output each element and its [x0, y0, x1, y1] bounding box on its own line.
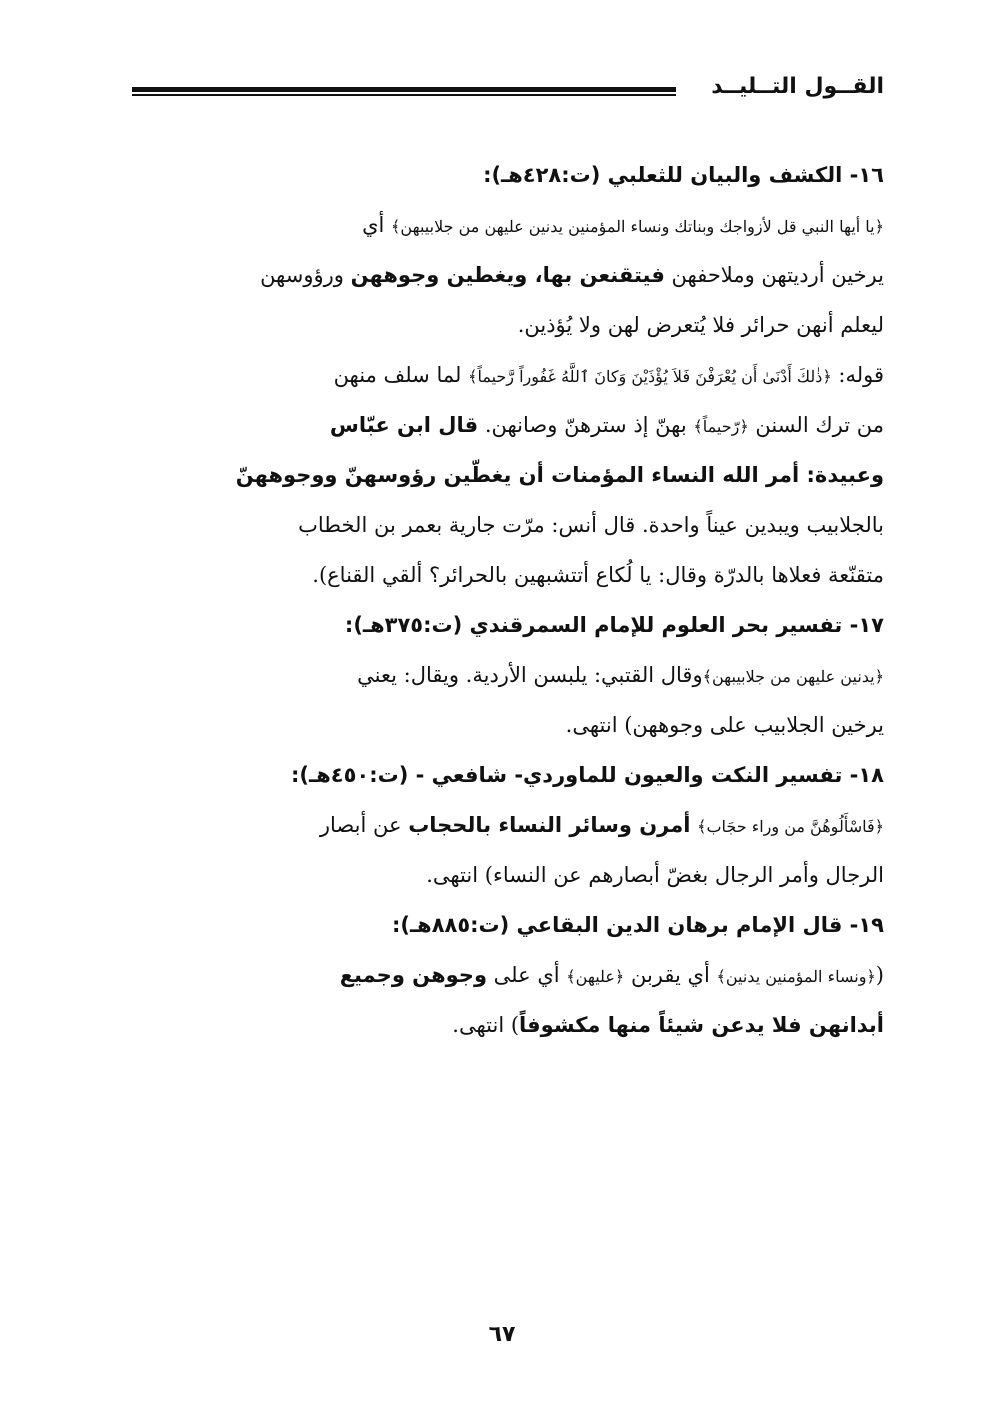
text-segment: متقنّعة فعلاها بالدرّة وقال: يا لُكاع أتتشبهين بالحرائر؟ ألقي القناع).: [312, 563, 884, 587]
text-segment: ورؤوسهن: [260, 263, 351, 287]
page-number: ٦٧: [488, 1322, 516, 1347]
text-segment: ليعلم أنهن حرائر فلا يُتعرض لهن ولا يُؤذين.: [517, 313, 884, 337]
bold-text: ١٩- قال الإمام برهان الدين البقاعي (ت:٨٨٥هـ):: [391, 913, 884, 937]
section-heading: [132, 900, 884, 950]
header-title: القــول التــليــد: [711, 74, 884, 99]
text-segment: أي: [362, 213, 392, 237]
section-heading: [132, 600, 884, 650]
text-line: [132, 700, 884, 750]
text-line: [132, 550, 884, 600]
text-line: [132, 1000, 884, 1050]
quran-quote: ﴿عليهن﴾: [566, 967, 625, 986]
text-line: [132, 400, 884, 450]
bold-text: وجوهن وجميع: [339, 963, 487, 987]
text-segment: الرجال وأمر الرجال بغضّ أبصارهم عن النساء) انتهى.: [426, 863, 884, 887]
text-segment: أي على: [487, 963, 567, 987]
text-line: [132, 650, 884, 700]
text-segment: من ترك السنن: [748, 413, 884, 437]
text-segment: أي يقربن: [624, 963, 717, 987]
bold-text: أبدانهن فلا يدعن شيئاً منها مكشوفاً: [519, 1013, 884, 1037]
running-header: [132, 70, 884, 110]
text-segment: يرخين أرديتهن وملاحفهن: [664, 263, 884, 287]
text-segment: لما سلف منهن: [333, 363, 469, 387]
text-line: [132, 350, 884, 400]
bold-text: فيتقنعن بها، ويغطين وجوههن: [350, 263, 665, 287]
text-segment: (: [875, 963, 884, 987]
text-line: [132, 200, 884, 250]
text-segment: ) انتهى.: [452, 1013, 520, 1037]
bold-text: ١٧- تفسير بحر العلوم للإمام السمرقندي (ت:٣٧٥هـ):: [344, 613, 884, 637]
quran-quote: ﴿فَاسْأَلُوهُنَّ من وراء حجَاب﴾: [697, 817, 884, 836]
bold-text: وعبيدة: أمر الله النساء المؤمنات أن يغطّين رؤوسهنّ ووجوههنّ: [235, 463, 884, 487]
header-rule: [132, 87, 676, 96]
text-line: [132, 800, 884, 850]
bold-text: أمرن وسائر النساء بالحجاب: [408, 813, 691, 837]
text-segment: بالجلابيب ويبدين عيناً واحدة. قال أنس: مرّت جارية بعمر بن الخطاب: [298, 513, 884, 537]
text-line: [132, 250, 884, 300]
text-line: [132, 950, 884, 1000]
quran-quote: ﴿رّحيماً﴾: [693, 417, 749, 436]
text-segment: يرخين الجلابيب على وجوههن) انتهى.: [565, 713, 884, 737]
text-segment: قوله:: [831, 363, 884, 387]
bold-text: قال ابن عبّاس: [329, 413, 479, 437]
bold-text: ١٨- تفسير النكت والعيون للماوردي- شافعي - (ت:٤٥٠هـ):: [291, 763, 884, 787]
section-heading: [132, 750, 884, 800]
text-segment: بهنّ إذ سترهنّ وصانهن.: [478, 413, 694, 437]
text-segment: عن أبصار: [319, 813, 409, 837]
text-line: [132, 500, 884, 550]
quran-quote: ﴿يدنين عليهن من جلابيبهن﴾: [702, 667, 884, 686]
text-line: [132, 850, 884, 900]
text-line: [132, 450, 884, 500]
quran-quote: ﴿ونساء المؤمنين يدنين﴾: [716, 967, 876, 986]
text-segment: وقال القتبي: يلبسن الأردية. ويقال: يعني: [357, 663, 703, 687]
bold-text: ١٦- الكشف والبيان للثعلبي (ت:٤٢٨هـ):: [483, 163, 884, 187]
quran-quote: ﴿ذٰلكَ أَدْنَىٰ أَن يُعْرَفْنَ فَلاَ يُؤْذَيْنَ وَكانَ ٱللَّهُ غَفُوراً رَّحيماً﴾: [468, 367, 832, 386]
section-heading: [132, 150, 884, 200]
quran-quote: ﴿يا أيها النبي قل لأزواجك وبناتك ونساء المؤمنين يدنين عليهن من جلابيبهن﴾: [391, 217, 884, 236]
text-line: [132, 300, 884, 350]
body-text: [132, 150, 884, 1050]
